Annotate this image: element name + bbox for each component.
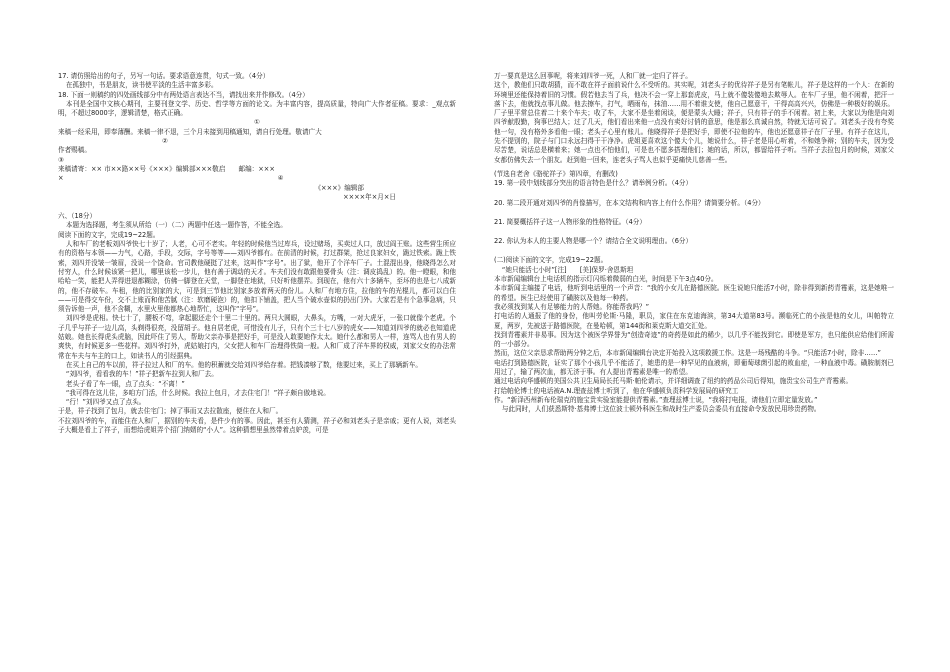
- question-18-address: 来稿请寄：×× 市××路××号《×××》编辑部×××敬启 邮编：×××: [58, 164, 275, 173]
- question-17-prompt: 在孤独中，书是朋友，读书使平淡的生活丰富多彩。: [65, 81, 218, 90]
- signature-editor: 《×××》编辑部: [314, 183, 364, 192]
- news-paragraph-8: 通过电话向华盛顿的美国公共卫生局局长托马斯·帕伦请示，并详细调查了纽约的药品公司后得知，施贵宝公司生产青霉素。: [494, 377, 853, 386]
- marker-3: ③: [58, 155, 64, 164]
- question-18-address-2: ×: [58, 174, 64, 183]
- section-2-instruction: (二)阅读下面的文字，完成19~22题。: [494, 256, 608, 265]
- passage-paragraph-1: 人和车厂的老板刘四爷快七十岁了；人老，心可不老实。年轻的时候他当过库兵，设过赌场，买卖过人口，放过阎王账。这些营生所应有的资格与本领——力气，心路，手段，交际，字号等等——刘四爷都有。在前清的时候，打过群架，抢过良家妇女，跪过铁索。跪上铁索，刘四并没皱一皱眉，没说一个饶命。官司教他硬挺了过来，这叫作“字号”。出了狱，他开了个洋车厂子。土混混出身，他晓得怎么对付穷人，什么时候该紧一把儿，哪里该松一步儿，他有善于调动的天才。车夫们没有敢跟他要骨头（注：调皮捣乱）的。他一瞪眼，和他哈哈一笑，能把人弄得进退都糊涂，仿佛一脚登在天堂，一脚登在地狱，只好听他摆弄。到现在，他有六十多辆车，至坏的也是七八成新的，他不存破车。车租，他的比别家的大，可是到三节他比别家多放着两天的份儿。人和厂有地方住，拉他的车的光棍儿，都可以白住——可是得交车份，交不上账而和他苦腻（注：软磨硬泡）的，他扣下铺盖，把人当个破水壶似的扔出门外。大家若是有个急事急病，只须告诉他一声，他不含糊，水里火里他都热心地帮忙，这叫作“字号”。: [58, 240, 456, 314]
- signature-date: ××××年×月×日: [343, 192, 396, 201]
- news-paragraph-5: 找到青霉素并非易事。因为这个被医学界誉为“创造奇迹”的奇药是如此的稀少，以几乎不能找到它。即使是军方，也只能供应给他们所需的一小部分。: [494, 330, 894, 349]
- dialogue-line-4: “行！”刘四爷又点了点头。: [65, 398, 146, 407]
- passage-paragraph-2: 刘四爷是虎相。快七十了，腰板不弯，拿起腿还走个十里二十里的。两只大圆眼，大鼻头，方嘴，一对大虎牙，一张口就像个老虎。个子几乎与祥子一边儿高，头剃得很亮，没留胡子。他自居老虎，可惜没有儿子，只有个三十七八岁的虎女——知道刘四爷的就必也知道虎姑娘。她也长得虎头虎脑，因此吓住了男人，帮助父亲办事是把好手，可是没人敢要她作太太。她什么都和男人一样，连骂人也有男人的爽快，有时候更多一些花样。刘四爷打外，虎姑娘打内，父女把人和车厂治理得铁筒一般。人和厂成了洋车界的权威，刘家父女的办法常常在车夫与车主的口上，如读书人的引经据典。: [58, 314, 456, 360]
- dialogue-line-2: 老头子看了车一眼，点了点头：“不离！”: [65, 379, 185, 388]
- news-paragraph-11: 与此同时，人们获悉斯特·基弗博士这位波士顿外科医生和战时生产委员会委员有直接命令发放民用珍贵药物。: [501, 405, 821, 414]
- news-paragraph-3: 我必须找到某人有足够能力的人帮她。你能帮我吗？”: [494, 302, 650, 311]
- continued-line: 万一要真是这么回事呢，将来刘四爷一死，人和厂就一定归了祥子。: [494, 72, 692, 80]
- dialogue-line-3: “我可得在这儿住，多咱方门活，什么时候。我拉上包月，才去住宅门！”祥子颇自傲地说。: [65, 388, 330, 397]
- news-paragraph-10: 作。“新泽西州新布伦瑞克的施宝贵实验室能提供青霉素。”查理兹博士说，“我将打电报，请他们立即定量发放。”: [494, 395, 818, 404]
- marker-1: ①: [254, 118, 260, 127]
- news-paragraph-2: 本市新闻主编接了电话，他听到电话里的一个声音：“我的小女儿在路德医院。医生说她只能活7小时，除非得到新药青霉素，这是她唯一的希望。医生已经使用了磺胺以及他每一种药。: [494, 284, 894, 302]
- question-18: 18. 下面一则稿约的四处画线部分中有两处语言表达不当，请找出来并作修改。（4分）: [58, 90, 309, 99]
- question-18-body: 本刊是全国中文核心期刊，主要刊登文学、历史、哲学等方面的论文。为丰富内容，提高质量，特向广大作者征稿。要求：_观点新明，不超过8000字，逻辑清楚，格式正确。: [58, 99, 456, 118]
- right-column: [494, 72, 894, 415]
- news-paragraph-4: 打电话的人通报了他的身份，他叫劳伦斯·马隆，职员，家住在东克迪海滨，第34大道第83号。濒临死亡的小孩是他的女儿，叫帕特立夏，两岁，先被送于路德医院，在曼哈顿，第144街和莱克斯大道交汇处。: [494, 312, 894, 330]
- question-19: 19. 第一段中划线部分突出的语言特色是什么？请举例分析。（4分）: [494, 179, 693, 188]
- marker-4: ④: [277, 174, 284, 183]
- news-paragraph-6: 然而，这位父亲恳求帮助两分钟之后，本市新闻编辑台决定开始投入这项救援工作。这是一场残酷的斗争。“只能活7小时，除非……”: [494, 349, 881, 358]
- passage-paragraph-6: 这个，教他们只敢胡猜，而不敢在祥子面前说什么不受听的。其实呢，刘老头子的优待祥子是另有笔帐儿，祥子是这样的一个人：在新的环境里还能保持着旧的习惯。假若他去当了兵，他决不会一穿上那套虎皮，马上就不傻装傻地去欺辱人。在车厂子里，他不闲着，把汗一落下去，他就找点事儿做。他去擦车，打气，晒雨布，抹油……用不着谁支使，他自己愿意干，干得高高兴兴，仿佛是一种极好的娱乐。厂子里平常总住着二十来个车夫；收了车，大家不是坐着闲谈，便是蒙头大睡；祥子，只有祥子的手不闲着。初上来，大家以为他是向刘四爷献殷勤，狗事巴结人；过了几天，他们看出来他一点没有卖好讨俏的意思，他是那么真诚自然，特就无话可说了。刘老头子没有夸奖他一句，没有格外多看他一眼；老头子心里有账儿。他晓得祥子是把好手，即使不拉他的车，他也还愿意祥子在厂子里。有祥子在这儿，先不提别的，院子与门口永远扫得干干净净。虎姐更喜欢这个傻大个儿，她说什么，祥子老是用心听着，不和她争辩；别的车夫，因为受尽苦楚，说话总是横着来；她一点也不怕他们，可是也不愿多搭理他们；她的话，所以，都留给祥子听。当祥子去拉包月的时候，刘家父女都仿佛失去一个朋友。赶到他一回来，连老头子骂人也似乎更痛快儿慈善一些。: [494, 81, 894, 164]
- news-paragraph-1: 本市新闻编辑台上电话机的指示灯闪烁着微弱的白光，时间是下午3点40分。: [494, 275, 718, 284]
- section-6-title: 六、（18分）: [58, 212, 97, 221]
- passage-paragraph-5: 不拉刘四爷的车，而能住在人和厂，据别的车夫看，是件少有的事。因此，甚至有人猜测，祥子必和刘老头子是亲戚；更有人说，刘老头子大概是看上了祥子，而想给虎姐弄个招门纳婿的“小人”。这种猜想里虽然带着点妒羡，可是: [58, 416, 456, 434]
- news-paragraph-7: 电话打到路德医院，证实了那个小孩几乎不能活了，她患的是一种罕见的血液病，即葡萄球菌引起的败血症，一种血液中毒。磺胺制剂已用过了，输了两次血，都无济于事。有人提出青霉素是唯一的希望。: [494, 358, 894, 377]
- dialogue-line-1: “刘四爷，看看我的车！”祥子把新车拉到人和厂去。: [65, 370, 218, 379]
- article-title: “她只能活七小时”[注] [美]保罗·舍恩斯坦: [501, 265, 634, 274]
- question-17: 17. 请仿照给出的句子，另写一句话。要求语意连贯，句式一致。（4分）: [58, 72, 270, 80]
- marker-2: ②: [162, 137, 168, 146]
- question-18-body-3: 作者赐稿。: [58, 146, 91, 155]
- reading-instruction: 阅读下面的文字，完成19~22题。: [58, 230, 160, 239]
- question-18-body-2: 来稿一经采用，即奉薄酬。来稿一律不退，三个月未接到用稿通知，请自行处理。敬请广大: [58, 127, 322, 136]
- question-21: 21. 简要概括祥子这一人物形象的性格特征。（4分）: [494, 217, 646, 226]
- question-20: 20. 第二段开通对刘四爷的肖像描写，在本文结构和内容上有什么作用？请简要分析。（4分）: [494, 198, 765, 207]
- passage-paragraph-3: 在买上自己的车以前，祥子拉过人和厂的车。他的积蓄就交给刘四爷给存着。把钱凑够了数，他要过来，买上了那辆新车。: [65, 360, 422, 369]
- source-note: (节选自老舍《骆驼祥子》第四章，有删改): [494, 169, 618, 178]
- news-paragraph-9: 打给帕伦博士的电话被A.N.理查兹博士听到了，他在华盛顿负责科学发展局的研究工: [494, 386, 739, 395]
- left-column: [58, 72, 456, 435]
- section-6-note: 本题为选择题，考生须从所给（一）（二）两题中任选一题作答，不能全选。: [65, 221, 287, 230]
- passage-paragraph-4: 于是，祥子找到了包月，就去住宅门；掉了事而又去拉散座，便住在人和厂。: [58, 407, 283, 416]
- question-22: 22. 你认为本人的主要人物是哪一个？请结合全文说明理由。（6分）: [494, 237, 693, 246]
